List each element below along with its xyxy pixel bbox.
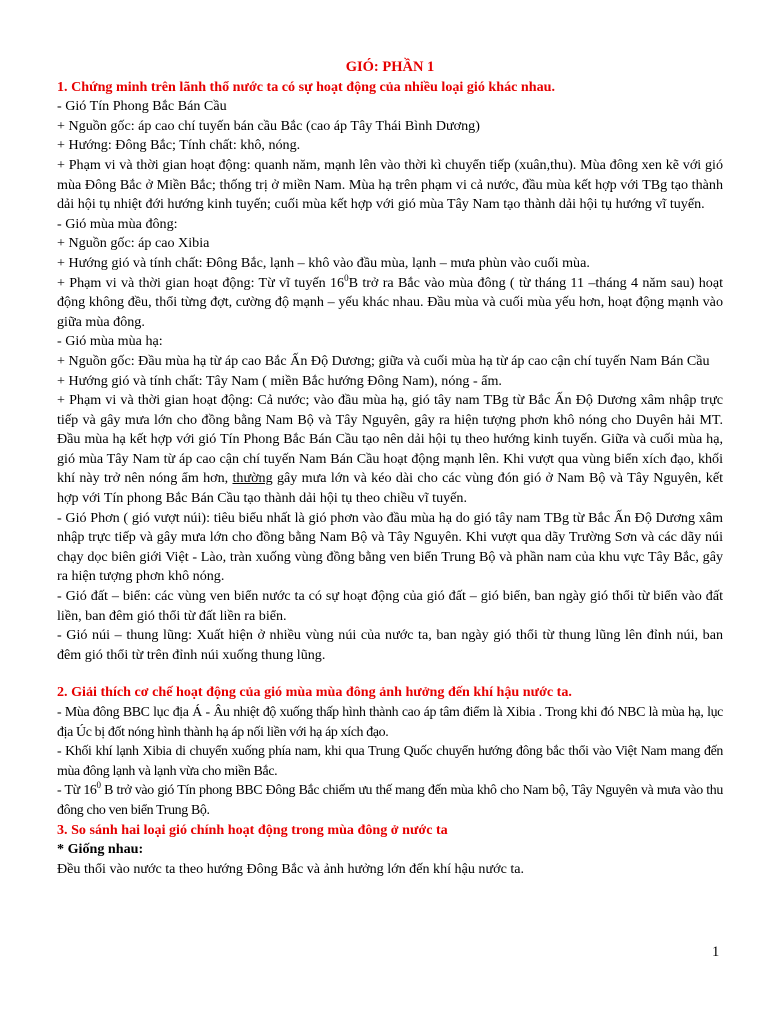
- paragraph: - Gió Tín Phong Bắc Bán Cầu: [57, 98, 227, 115]
- text-run: + Phạm vi và thời gian hoạt động: Từ vĩ tuyến 16: [57, 274, 345, 291]
- paragraph: - Gió đất – biển: các vùng ven biển nước ta có sự hoạt động của gió đất – gió biển, ban ngày gió thổi từ biển vào đất liền, ban đêm gió thổi từ đất liền ra biển.: [57, 588, 723, 624]
- section-spacer: [57, 665, 723, 683]
- paragraph: - Gió Phơn ( gió vượt núi): tiêu biểu nhất là gió phơn vào đầu mùa hạ do gió tây nam TBg từ Bắc Ấn Độ Dương xâm nhập trực tiếp và gây mưa lớn cho đồng bằng Nam Bộ và Tây Nguyên. Khi vượt qua dãy Trường Sơn và các dãy núi chạy dọc biên giới Việt - Lào, tràn xuống vùng đồng bằng ven biển Trung Bộ và phần nam của khu vực Tây Bắc, gây ra hiện tượng phơn khô nóng.: [57, 509, 723, 585]
- paragraph: + Phạm vi và thời gian hoạt động: quanh năm, mạnh lên vào thời kì chuyển tiếp (xuân,thu). Mùa đông xen kẽ với gió mùa Đông Bắc ở Miền Bắc; thống trị ở miền Nam. Mùa hạ trên phạm vi cả nước, đầu mùa kết hợp với TBg tạo thành dải hội tụ nhiệt đới hướng kinh tuyến; cuối mùa kết hợp với gió mùa Tây Nam tạo thành dải hội tụ hướng vĩ tuyến.: [57, 156, 723, 213]
- paragraph: [57, 391, 723, 509]
- paragraph: + Nguồn gốc: Đầu mùa hạ từ áp cao Bắc Ấn Độ Dương; giữa và cuối mùa hạ từ áp cao cận chí tuyến Nam Bán Cầu: [57, 352, 710, 369]
- text-run: - Từ 16: [57, 783, 97, 799]
- section-3-heading: 3. So sánh hai loại gió chính hoạt động trong mùa đông ở nước ta: [57, 821, 448, 838]
- page-number: 1: [712, 944, 720, 960]
- section-1: [57, 78, 723, 666]
- paragraph: + Nguồn gốc: áp cao chí tuyến bán cầu Bắc (cao áp Tây Thái Bình Dương): [57, 117, 480, 134]
- underlined-word: thường: [232, 470, 273, 487]
- paragraph: + Hướng gió và tính chất: Tây Nam ( miền Bắc hướng Đông Nam), nóng - ẩm.: [57, 372, 502, 389]
- paragraph: - Khối khí lạnh Xibia di chuyển xuống phía nam, khi qua Trung Quốc chuyển hướng đông bắc thổi vào Việt Nam mang đến mùa đông lạnh và lạnh vừa cho miền Bắc.: [57, 744, 723, 779]
- section-2-heading: 2. Giải thích cơ chế hoạt động của gió mùa mùa đông ảnh hưởng đến khí hậu nước ta.: [57, 684, 572, 701]
- section-1-heading: 1. Chứng minh trên lãnh thổ nước ta có sự hoạt động của nhiều loại gió khác nhau.: [57, 78, 555, 95]
- paragraph: + Nguồn gốc: áp cao Xibia: [57, 235, 210, 252]
- degree-superscript: 0: [96, 780, 101, 791]
- text-run: gây mưa lớn và kéo dài cho các vùng đón gió ở Nam Bộ và Tây Nguyên, kết hợp với Tín phong Bắc Bán Cầu tạo thành dải hội tụ theo chiều vĩ tuyến.: [57, 470, 723, 507]
- text-run: B trở ra Bắc vào mùa đông ( từ tháng 11 –tháng 4 năm sau) hoạt động không đều, thổi từng đợt, cường độ mạnh – yếu khác nhau. Đầu mùa và cuối mùa yếu hơn, hoạt động mạnh vào giữa mùa đông.: [57, 274, 723, 330]
- paragraph: - Gió mùa mùa hạ:: [57, 333, 163, 350]
- paragraph: - Mùa đông BBC lục địa Á - Âu nhiệt độ xuống thấp hình thành cao áp tâm điểm là Xibia . Trong khi đó NBC là mùa hạ, lục địa Úc bị đốt nóng hình thành hạ áp nối liền với hạ áp xích đạo.: [57, 705, 723, 740]
- page-title: GIÓ: PHẦN 1: [345, 59, 435, 75]
- text-run: + Phạm vi và thời gian hoạt động: Cả nước; vào đầu mùa hạ, gió tây nam TBg từ Bắc Ấn Độ Dương xâm nhập trực tiếp và gây mưa lớn cho đồng bằng Nam Bộ và Tây Nguyên, gây ra hiện tượng phơn khô nóng cho Duyên hải MT. Đầu mùa hạ kết hợp với gió Tín Phong Bắc Bán Cầu tạo nên dải hội tụ theo hướng kinh tuyến. Giữa và cuối mùa hạ, gió mùa Tây Nam từ áp cao cận chí tuyến Nam Bán Cầu hoạt động mạnh lên. Khi vượt qua vùng biển xích đạo, khối khí này trở nên nóng ẩm hơn,: [57, 392, 723, 487]
- section-2: [57, 683, 723, 820]
- text-run: B trở vào gió Tín phong BBC Đông Bắc chiếm ưu thế mang đến mùa khô cho Nam bộ, Tây Nguyên và mưa vào thu đông cho ven biển Trung Bộ.: [57, 783, 724, 818]
- paragraph: [57, 781, 723, 820]
- paragraph: [57, 274, 723, 333]
- paragraph: + Hướng gió và tính chất: Đông Bắc, lạnh – khô vào đầu mùa, lạnh – mưa phùn vào cuối mùa.: [57, 254, 590, 271]
- paragraph: - Gió mùa mùa đông:: [57, 215, 178, 232]
- degree-superscript: 0: [344, 272, 349, 283]
- paragraph: Đều thổi vào nước ta theo hướng Đông Bắc và ảnh hưởng lớn đến khí hậu nước ta.: [57, 860, 525, 877]
- subheading-similarities: * Giống nhau:: [57, 841, 144, 858]
- section-3: [57, 821, 723, 880]
- paragraph: - Gió núi – thung lũng: Xuất hiện ở nhiều vùng núi của nước ta, ban ngày gió thổi từ thung lũng lên đỉnh núi, ban đêm gió thổi từ trên đỉnh núi xuống thung lũng.: [57, 627, 723, 663]
- paragraph: + Hướng: Đông Bắc; Tính chất: khô, nóng.: [57, 137, 301, 154]
- document-page: [57, 58, 723, 879]
